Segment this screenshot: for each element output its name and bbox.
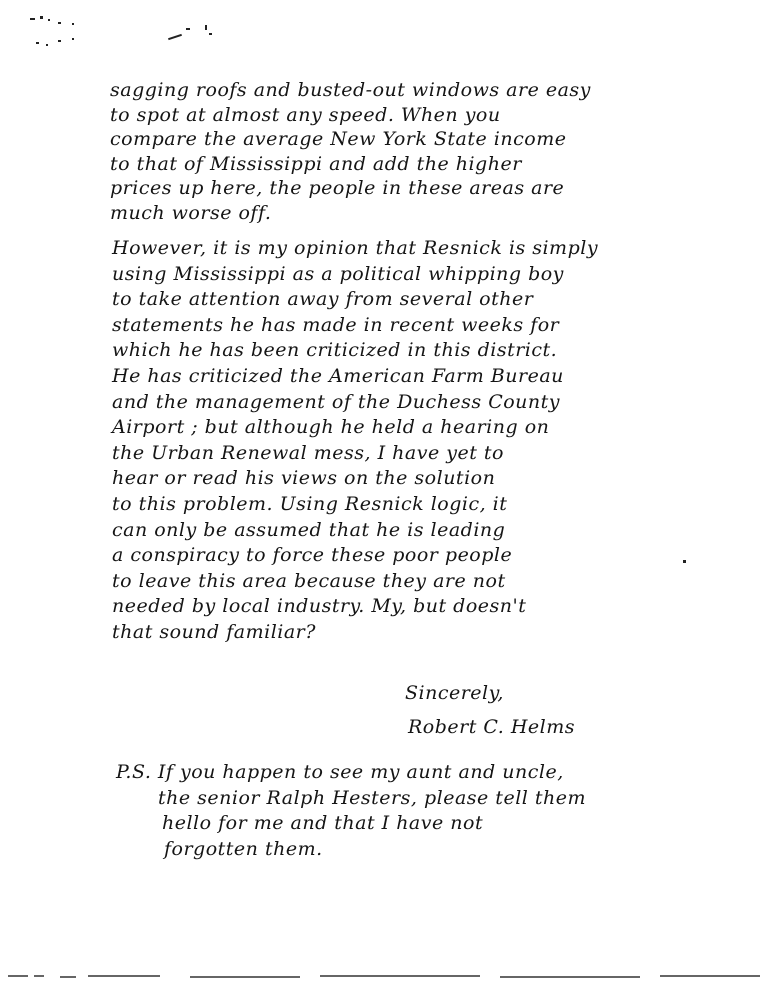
postscript [116, 760, 586, 862]
text-line: compare the average New York State income [110, 128, 567, 150]
text-line: prices up here, the people in these areas are [110, 177, 565, 199]
signature: Robert C. Helms [408, 716, 576, 738]
text-line: can only be assumed that he is leading [112, 518, 506, 541]
text-line: the senior Ralph Hesters, please tell them [158, 786, 587, 809]
text-line: to that of Mississippi and add the higher [110, 152, 522, 175]
text-line: P.S. If you happen to see my aunt and uncle, [116, 761, 564, 783]
text-line: that sound familiar? [112, 620, 316, 643]
paragraph-1 [110, 78, 591, 225]
closing-block [405, 676, 575, 744]
text-line: needed by local industry. My, but doesn't [112, 595, 527, 618]
text-line: hello for me and that I have not [162, 812, 484, 834]
text-line: to take attention away from several other [112, 288, 534, 311]
text-line: forgotten them. [164, 837, 323, 860]
text-line: to spot at almost any speed. When you [110, 103, 501, 126]
paragraph-2 [112, 236, 598, 646]
text-line: However, it is my opinion that Resnick is simply [112, 237, 599, 259]
text-line: sagging roofs and busted-out windows are easy [110, 79, 591, 101]
text-line: much worse off. [110, 201, 272, 224]
text-line: statements he has made in recent weeks for [112, 313, 560, 336]
text-line: using Mississippi as a political whipping boy [112, 262, 564, 285]
text-line: He has criticized the American Farm Bureau [112, 364, 564, 387]
text-line: a conspiracy to force these poor people [112, 544, 513, 567]
text-line: and the management of the Duchess County [112, 390, 561, 413]
text-line: the Urban Renewal mess, I have yet to [112, 441, 504, 464]
text-line: Airport ; but although he held a hearing on [112, 416, 550, 439]
closing: Sincerely, [405, 682, 504, 704]
text-line: hear or read his views on the solution [112, 467, 496, 490]
text-line: to this problem. Using Resnick logic, it [112, 492, 508, 515]
text-line: which he has been criticized in this district. [112, 339, 558, 362]
text-line: to leave this area because they are not [112, 569, 506, 592]
